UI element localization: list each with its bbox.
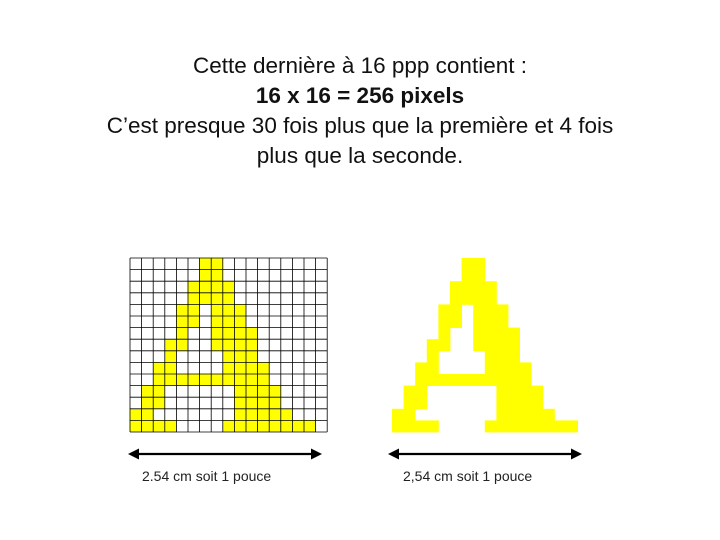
pixel-right — [485, 304, 497, 316]
pixel-right — [473, 293, 485, 305]
pixel-right — [404, 420, 416, 432]
pixel-right — [508, 409, 520, 421]
pixel-right — [415, 362, 427, 374]
pixel-right — [473, 270, 485, 282]
text-line-4: plus que la seconde. — [256, 143, 464, 168]
pixel-right — [450, 316, 462, 328]
pixel-right — [415, 374, 427, 386]
pixel-right — [520, 420, 532, 432]
pixel-right — [473, 328, 485, 340]
pixel-right — [427, 362, 439, 374]
pixel-right — [415, 386, 427, 398]
pixel-right — [473, 304, 485, 316]
pixel-right — [508, 351, 520, 363]
pixel-right — [485, 420, 497, 432]
pixel-right — [462, 293, 474, 305]
pixel-right — [450, 281, 462, 293]
pixel-right — [520, 386, 532, 398]
pixel-right — [485, 362, 497, 374]
pixel-right — [473, 374, 485, 386]
pixel-right — [485, 339, 497, 351]
pixel-right — [496, 328, 508, 340]
text-line-2-formula: 16 x 16 = 256 pixels — [255, 83, 465, 108]
pixel-right — [415, 397, 427, 409]
pixel-right — [485, 281, 497, 293]
pixel-right — [496, 362, 508, 374]
pixel-right — [485, 293, 497, 305]
pixel-right — [496, 351, 508, 363]
pixel-right — [438, 328, 450, 340]
pixel-right — [462, 374, 474, 386]
pixel-right — [404, 397, 416, 409]
pixel-right — [508, 374, 520, 386]
pixel-right — [427, 374, 439, 386]
pixel-right — [427, 339, 439, 351]
pixel-right — [543, 420, 555, 432]
pixel-right — [392, 420, 404, 432]
arrow-head-right — [571, 449, 582, 460]
pixel-right — [473, 339, 485, 351]
pixel-right — [496, 339, 508, 351]
text-line-1: Cette dernière à 16 ppp contient : — [193, 53, 527, 78]
pixel-right — [438, 339, 450, 351]
pixel-right — [531, 409, 543, 421]
pixel-right — [438, 374, 450, 386]
pixel-right — [473, 316, 485, 328]
pixel-right — [520, 374, 532, 386]
pixel-right — [508, 420, 520, 432]
pixel-right — [485, 374, 497, 386]
pixel-right — [392, 409, 404, 421]
pixel-right — [496, 420, 508, 432]
pixel-right — [496, 409, 508, 421]
pixel-right — [508, 362, 520, 374]
pixel-right — [531, 420, 543, 432]
pixel-right — [496, 397, 508, 409]
arrow-head-left — [388, 449, 399, 460]
pixel-right — [508, 339, 520, 351]
pixel-right — [427, 420, 439, 432]
pixel-right — [543, 409, 555, 421]
pixel-right — [427, 351, 439, 363]
pixel-right — [438, 304, 450, 316]
pixel-right — [404, 409, 416, 421]
pixel-right — [496, 386, 508, 398]
pixel-right — [462, 281, 474, 293]
pixel-right — [473, 258, 485, 270]
pixel-right — [531, 397, 543, 409]
pixel-right — [520, 362, 532, 374]
pixel-right — [566, 420, 578, 432]
pixel-right — [485, 351, 497, 363]
pixel-right — [520, 409, 532, 421]
pixel-right — [450, 304, 462, 316]
caption-right-measure: 2,54 cm soit 1 pouce — [403, 468, 533, 484]
pixel-right — [531, 386, 543, 398]
pixel-right — [508, 397, 520, 409]
text-line-3: C’est presque 30 fois plus que la première et 4 fois — [106, 113, 614, 138]
pixel-right — [450, 293, 462, 305]
pixel-right — [496, 374, 508, 386]
pixel-right — [404, 386, 416, 398]
pixel-right — [508, 328, 520, 340]
pixel-right — [438, 316, 450, 328]
pixel-right — [496, 316, 508, 328]
arrow-right-measure — [388, 449, 582, 460]
pixel-right — [415, 420, 427, 432]
pixel-right — [485, 316, 497, 328]
pixel-right — [520, 397, 532, 409]
pixel-right — [473, 281, 485, 293]
caption-left-measure: 2.54 cm soit 1 pouce — [142, 468, 272, 484]
pixel-right — [485, 328, 497, 340]
pixel-right — [496, 304, 508, 316]
pixel-right — [508, 386, 520, 398]
pixel-right — [450, 374, 462, 386]
pixel-right — [462, 258, 474, 270]
pixel-right — [554, 420, 566, 432]
pixel-right — [462, 270, 474, 282]
